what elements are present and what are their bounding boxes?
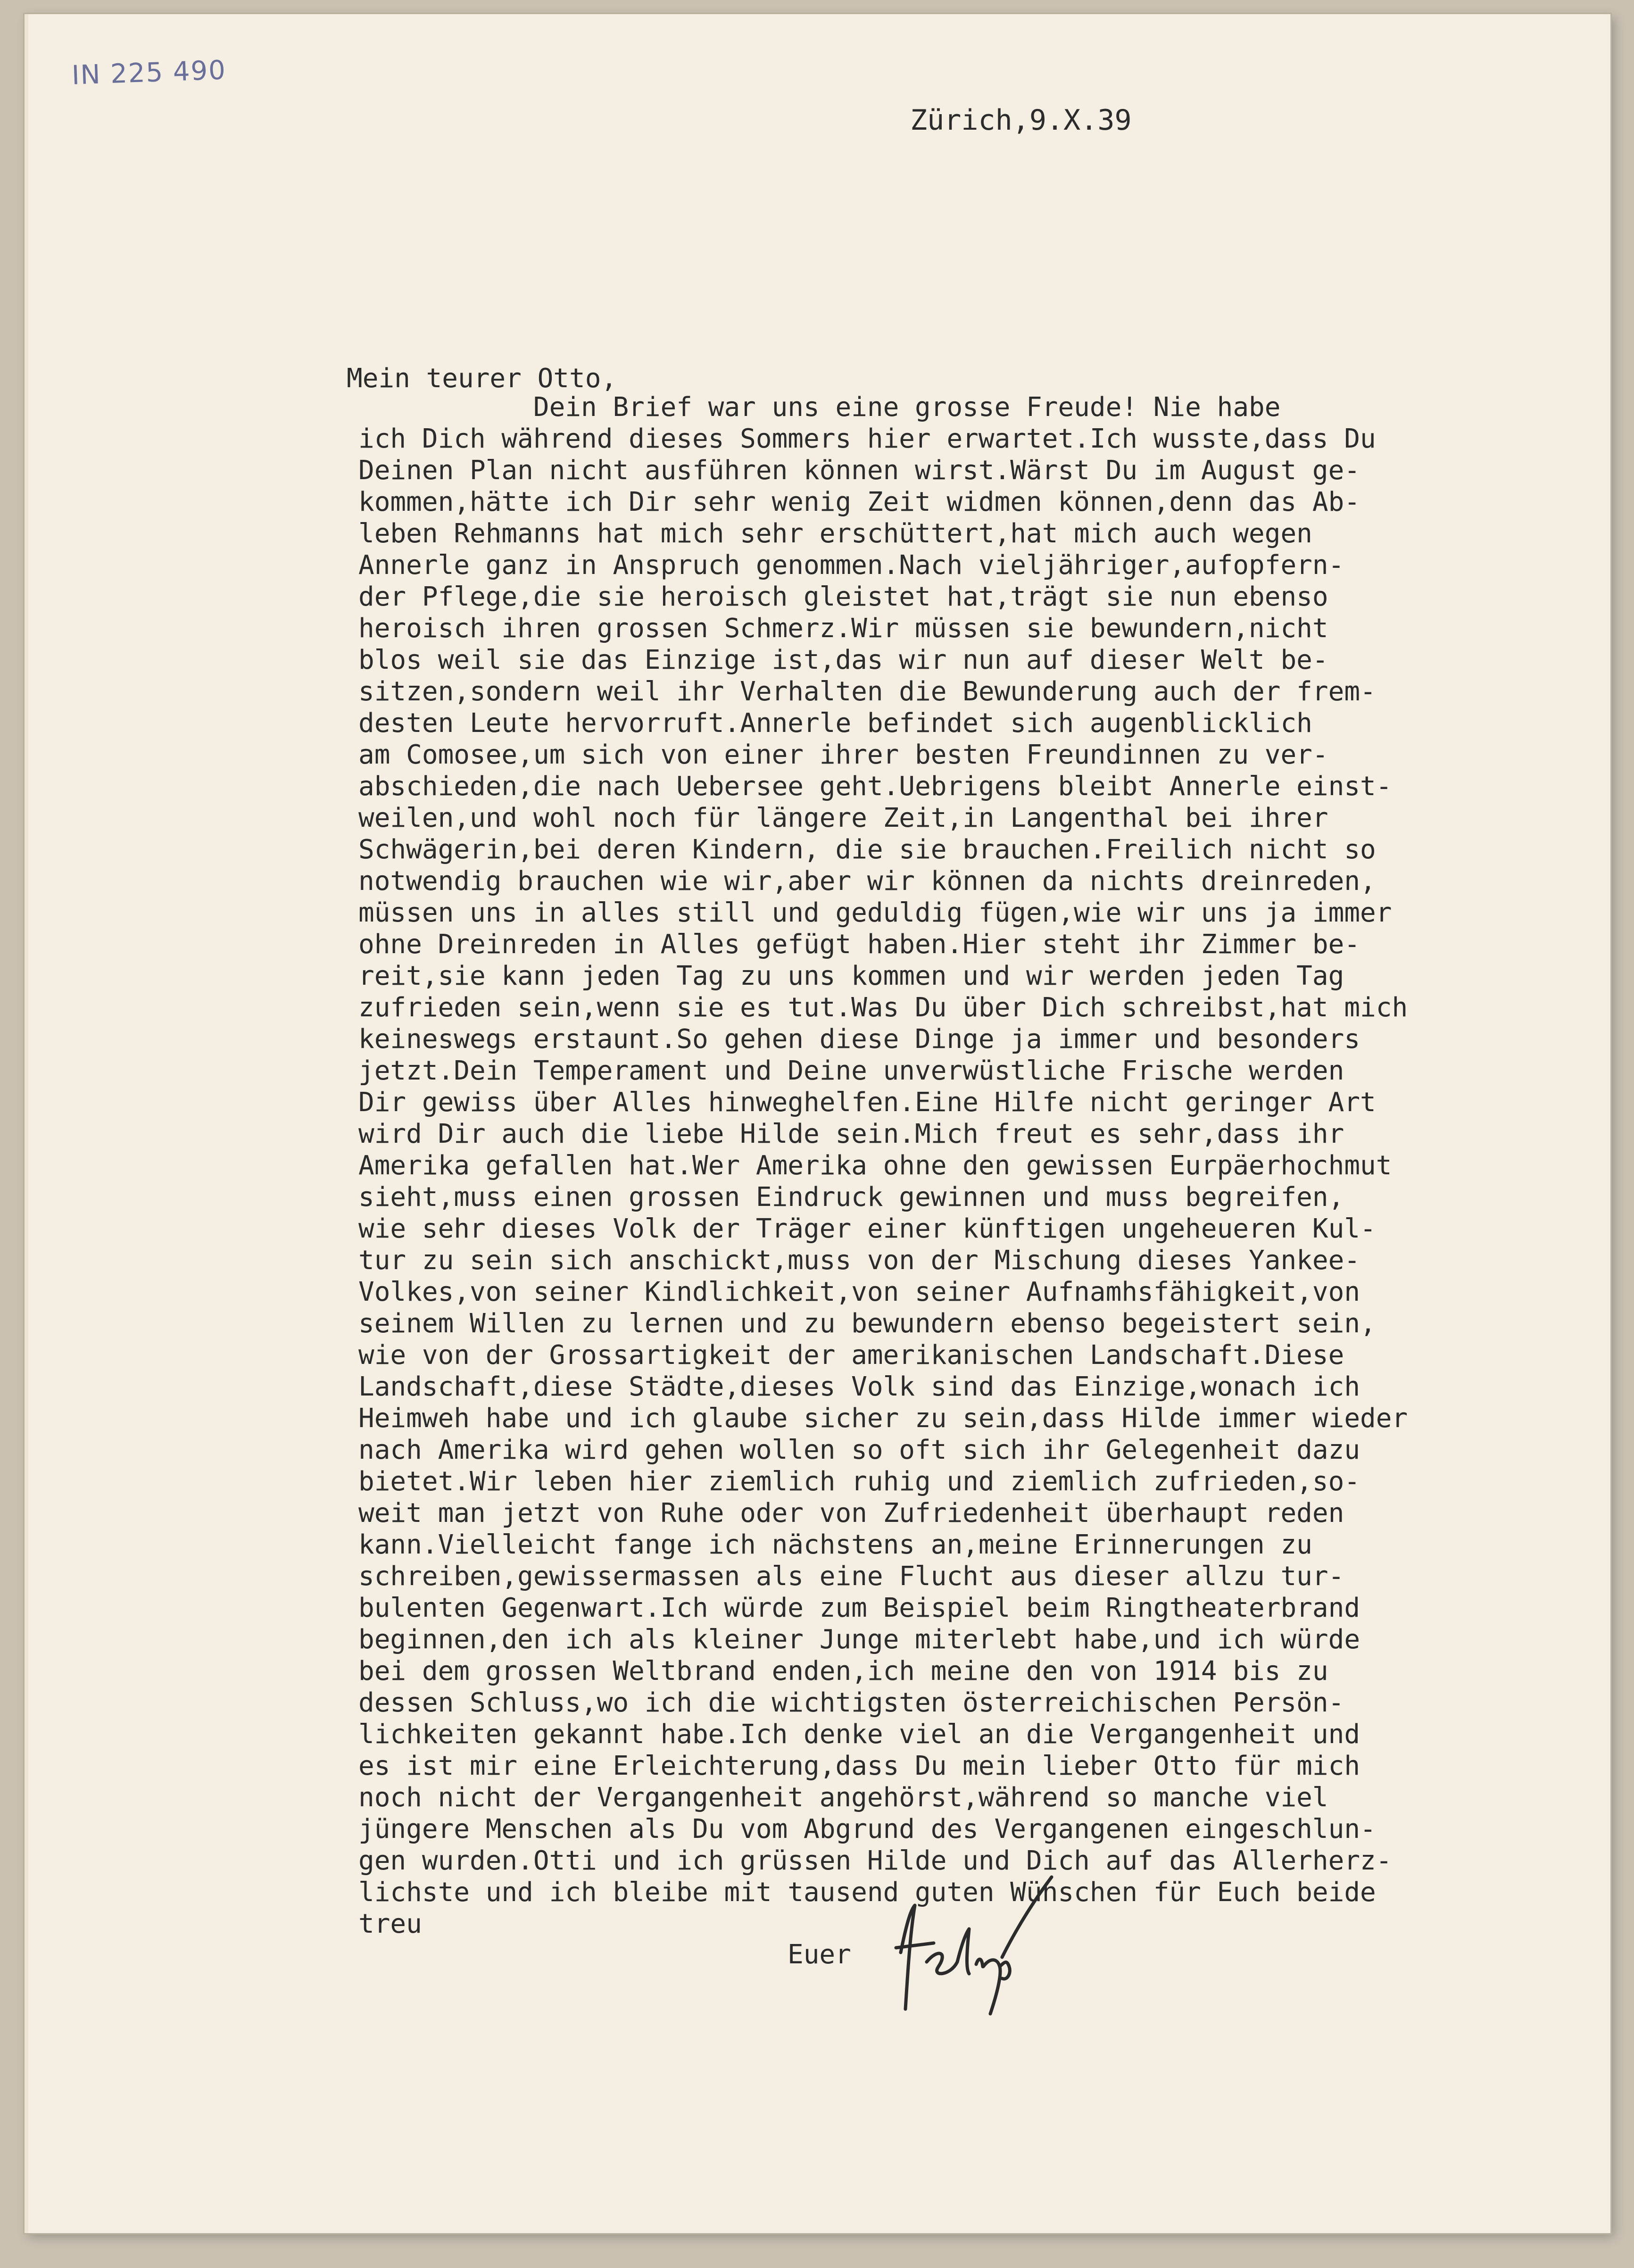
letter-line: gen wurden.Otti und ich grüssen Hilde und Dich auf das Allerherz- — [358, 1845, 1392, 1876]
letter-line: ohne Dreinreden in Alles gefügt haben.Hier steht ihr Zimmer be- — [358, 929, 1360, 960]
letter-line: Volkes,von seiner Kindlichkeit,von seiner Aufnamhsfähigkeit,von — [358, 1277, 1360, 1307]
letter-line: bulenten Gegenwart.Ich würde zum Beispiel beim Ringtheaterbrand — [358, 1593, 1360, 1623]
letter-line: Heimweh habe und ich glaube sicher zu sein,dass Hilde immer wieder — [358, 1403, 1408, 1434]
letter-line: jüngere Menschen als Du vom Abgrund des Vergangenen eingeschlun- — [358, 1814, 1376, 1844]
letter-line: lichste und ich bleibe mit tausend guten Wünschen für Euch beide — [358, 1877, 1376, 1908]
letter-line: lichkeiten gekannt habe.Ich denke viel an die Vergangenheit und — [358, 1719, 1360, 1750]
letter-line: tur zu sein sich anschickt,muss von der Mischung dieses Yankee- — [358, 1245, 1360, 1276]
letter-line: weit man jetzt von Ruhe oder von Zufriedenheit überhaupt reden — [358, 1498, 1344, 1529]
letter-line: jetzt.Dein Temperament und Deine unverwüstliche Frische werden — [358, 1055, 1344, 1086]
letter-line: bietet.Wir leben hier ziemlich ruhig und ziemlich zufrieden,so- — [358, 1466, 1360, 1497]
letter-line: Amerika gefallen hat.Wer Amerika ohne den gewissen Eurpäerhochmut — [358, 1150, 1392, 1181]
letter-line: Annerle ganz in Anspruch genommen.Nach vieljähriger,aufopfern- — [358, 550, 1344, 581]
letter-line: reit,sie kann jeden Tag zu uns kommen und wir werden jeden Tag — [358, 961, 1344, 991]
dateline: Zürich,9.X.39 — [910, 104, 1132, 137]
letter-line: nach Amerika wird gehen wollen so oft sich ihr Gelegenheit dazu — [358, 1435, 1360, 1465]
closing: Euer — [788, 1939, 851, 1970]
letter-line: abschieden,die nach Uebersee geht.Uebrigens bleibt Annerle einst- — [358, 771, 1392, 802]
letter-line: zufrieden sein,wenn sie es tut.Was Du über Dich schreibst,hat mich — [358, 992, 1408, 1023]
letter-line: blos weil sie das Einzige ist,das wir nun auf dieser Welt be- — [358, 645, 1328, 675]
letter-line: weilen,und wohl noch für längere Zeit,in Langenthal bei ihrer — [358, 803, 1328, 833]
letter-line: der Pflege,die sie heroisch gleistet hat,trägt sie nun ebenso — [358, 582, 1328, 612]
letter-line: es ist mir eine Erleichterung,dass Du mein lieber Otto für mich — [358, 1751, 1360, 1781]
letter-line: leben Rehmanns hat mich sehr erschüttert,hat mich auch wegen — [358, 518, 1312, 549]
letter-line: wie von der Grossartigkeit der amerikanischen Landschaft.Diese — [358, 1340, 1344, 1371]
letter-line: heroisch ihren grossen Schmerz.Wir müssen sie bewundern,nicht — [358, 613, 1328, 644]
letter-line: müssen uns in alles still und geduldig fügen,wie wir uns ja immer — [358, 897, 1392, 928]
letter-line: Schwägerin,bei deren Kindern, die sie brauchen.Freilich nicht so — [358, 834, 1376, 865]
letter-line: Landschaft,diese Städte,dieses Volk sind das Einzige,wonach ich — [358, 1371, 1360, 1402]
letter-line: sitzen,sondern weil ihr Verhalten die Bewunderung auch der frem- — [358, 676, 1376, 707]
archive-number: IN 225 490 — [71, 55, 227, 91]
letter-line: kann.Vielleicht fange ich nächstens an,meine Erinnerungen zu — [358, 1529, 1312, 1560]
letter-line: wird Dir auch die liebe Hilde sein.Mich freut es sehr,dass ihr — [358, 1119, 1344, 1149]
letter-line: beginnen,den ich als kleiner Junge miterlebt habe,und ich würde — [358, 1624, 1360, 1655]
letter-line: keineswegs erstaunt.So gehen diese Dinge ja immer und besonders — [358, 1024, 1360, 1055]
letter-line: am Comosee,um sich von einer ihrer besten Freundinnen zu ver- — [358, 739, 1328, 770]
letter-line: wie sehr dieses Volk der Träger einer künftigen ungeheueren Kul- — [358, 1213, 1376, 1244]
letter-line: Deinen Plan nicht ausführen können wirst.Wärst Du im August ge- — [358, 455, 1360, 486]
letter-line: seinem Willen zu lernen und zu bewundern ebenso begeistert sein, — [358, 1308, 1376, 1339]
letter-line: desten Leute hervorruft.Annerle befindet sich augenblicklich — [358, 708, 1312, 739]
letter-line: dessen Schluss,wo ich die wichtigsten österreichischen Persön- — [358, 1687, 1344, 1718]
letter-line: kommen,hätte ich Dir sehr wenig Zeit widmen können,denn das Ab- — [358, 487, 1360, 517]
letter-line: noch nicht der Vergangenheit angehörst,während so manche viel — [358, 1782, 1328, 1813]
letter-line: schreiben,gewissermassen als eine Flucht aus dieser allzu tur- — [358, 1561, 1344, 1592]
letter-line: sieht,muss einen grossen Eindruck gewinnen und muss begreifen, — [358, 1182, 1344, 1213]
letter-line: ich Dich während dieses Sommers hier erwartet.Ich wusste,dass Du — [358, 424, 1376, 454]
greeting: Mein teurer Otto, — [347, 363, 617, 394]
letter-sheet — [25, 14, 1610, 2233]
letter-body — [358, 391, 1408, 1940]
letter-line: Dir gewiss über Alles hinweghelfen.Eine Hilfe nicht geringer Art — [358, 1087, 1376, 1118]
letter-line: notwendig brauchen wie wir,aber wir können da nichts dreinreden, — [358, 866, 1376, 897]
letter-line: treu — [358, 1909, 422, 1939]
letter-line: bei dem grossen Weltbrand enden,ich meine den von 1914 bis zu — [358, 1656, 1328, 1686]
handwritten-signature — [882, 1853, 1061, 2033]
letter-line: Dein Brief war uns eine grosse Freude! Nie habe — [358, 392, 1281, 423]
